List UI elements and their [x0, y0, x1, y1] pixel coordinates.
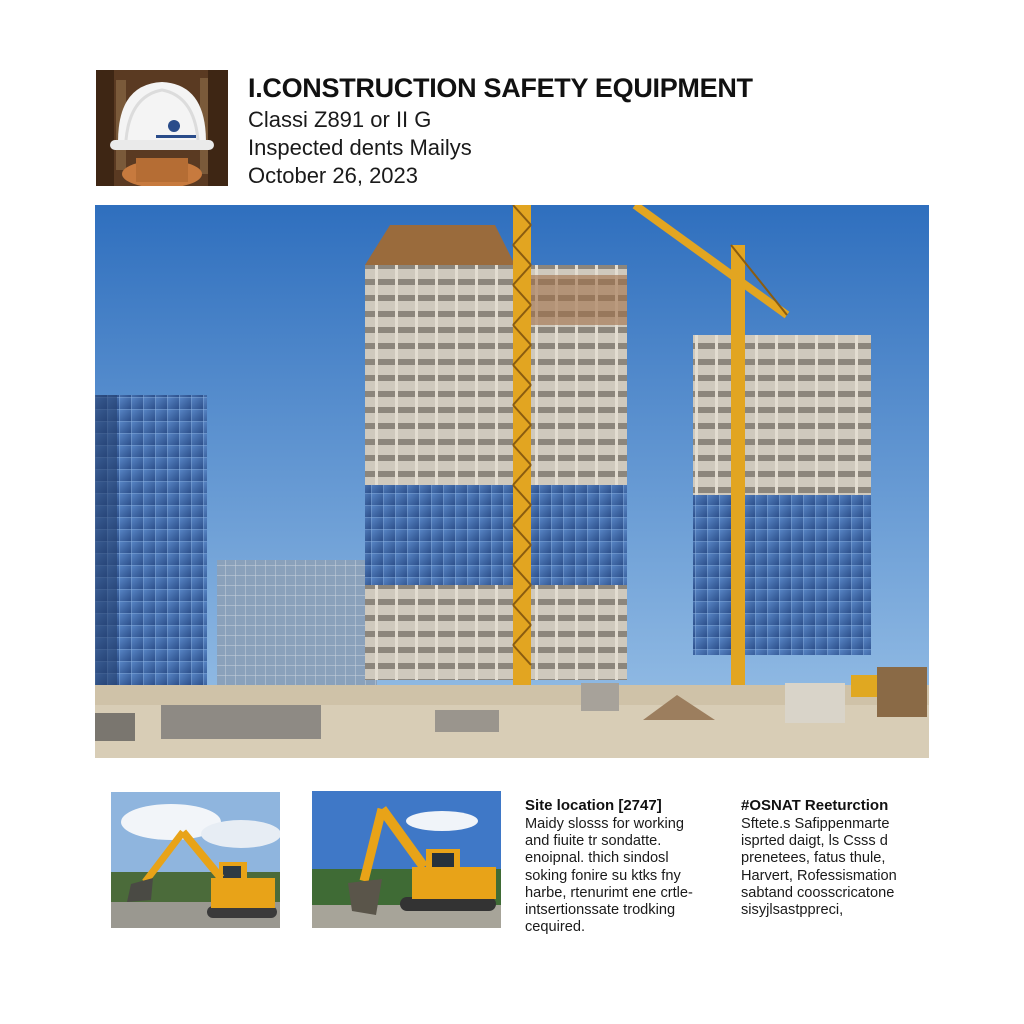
- inspection-date: October 26, 2023: [248, 163, 419, 188]
- construction-site-photo: [95, 205, 929, 758]
- osnat-line: sisyjlsastppreci,: [741, 902, 844, 919]
- inspection-note: Inspected dents Mailys: [248, 135, 472, 160]
- site-location-title: Site location [2747]: [525, 797, 662, 814]
- osnat-line: sabtand coosscricatone: [741, 884, 895, 901]
- document-title: I.CONSTRUCTION SAFETY EQUIPMENT: [248, 73, 753, 103]
- site-line: and fiuite tr sondatte.: [525, 833, 662, 850]
- hard-hat-photo: [96, 70, 228, 186]
- osnat-line: isprted daigt, ls Csss d: [741, 833, 888, 850]
- site-line: intsertionssate trodking: [525, 902, 676, 919]
- osnat-line: Harvert, Rofessismation: [741, 867, 897, 884]
- site-line: cequired.: [525, 919, 586, 936]
- excavator-photo-1: [111, 792, 280, 928]
- osnat-block: [741, 797, 941, 919]
- osnat-title: #OSNAT Reeturction: [741, 797, 889, 814]
- excavator-photo-2: [312, 791, 501, 928]
- hard-hat-icon: [96, 70, 228, 186]
- site-location-block: [525, 797, 725, 936]
- osnat-line: prenetees, fatus thule,: [741, 850, 886, 867]
- site-line: enoipnal. thich sindosl: [525, 850, 669, 867]
- site-line: harbe, rtenurimt ene crtle-: [525, 884, 693, 901]
- equipment-class: Classi Z891 or II G: [248, 107, 432, 132]
- osnat-line: Sftete.s Safippenmarte: [741, 816, 890, 832]
- site-line: soking fonire su ktks fny: [525, 867, 681, 884]
- site-line: Maidy slosss for working: [525, 816, 684, 832]
